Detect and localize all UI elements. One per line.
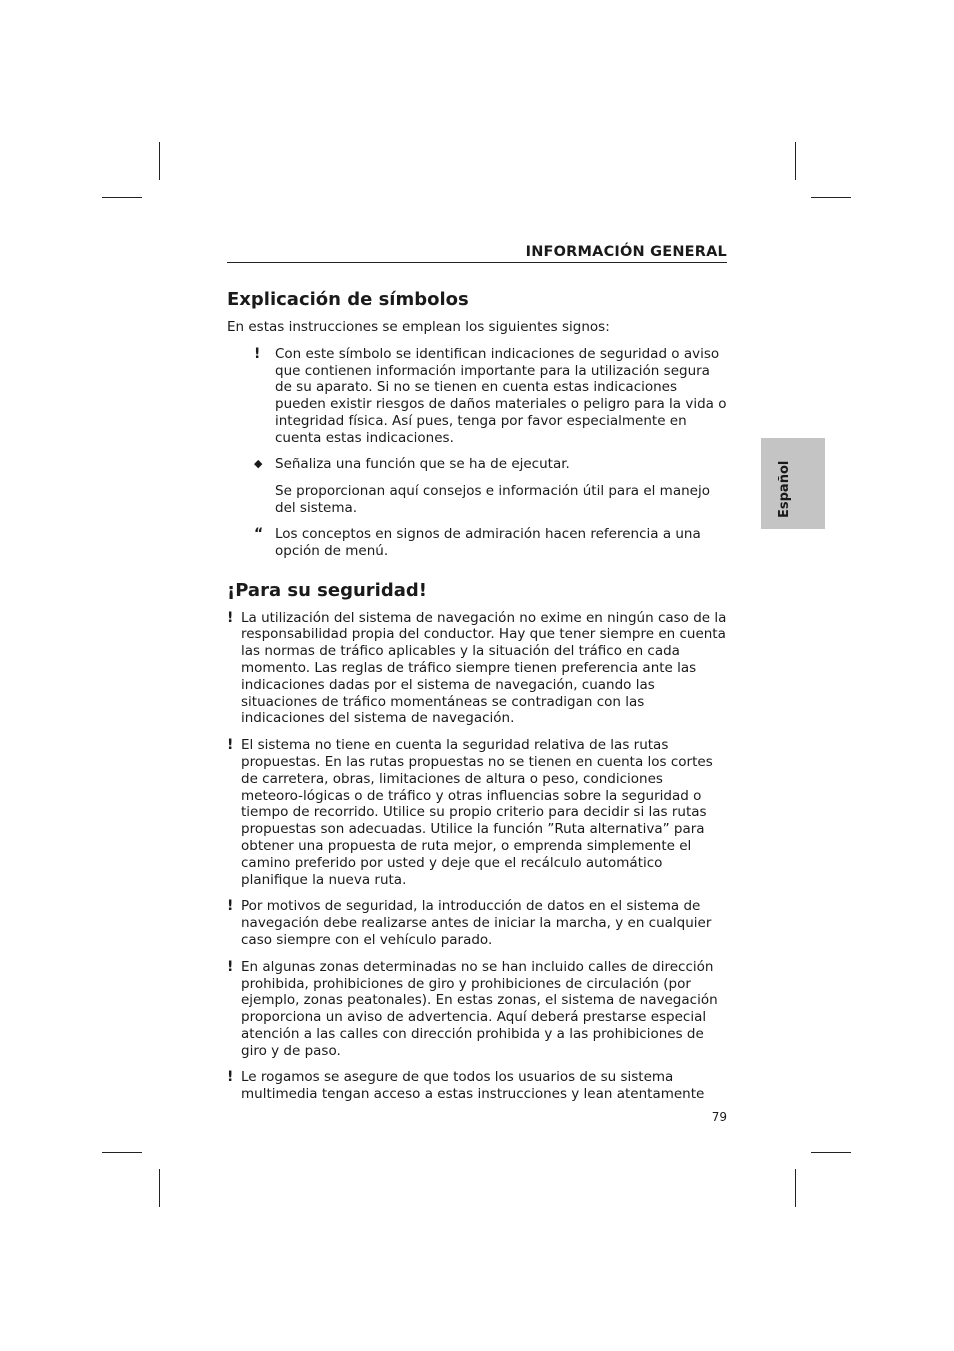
list-item xyxy=(227,346,727,447)
quote-icon: “ xyxy=(254,525,264,542)
symbols-heading: Explicación de símbolos xyxy=(227,289,469,310)
list-item xyxy=(227,483,727,517)
warning-icon: ! xyxy=(227,1069,234,1086)
crop-mark xyxy=(102,197,142,198)
crop-mark xyxy=(811,197,851,198)
list-item xyxy=(227,456,727,473)
item-text: Señaliza una función que se ha de ejecutar. xyxy=(275,455,570,472)
warning-icon: ! xyxy=(227,737,234,754)
list-item xyxy=(227,526,727,560)
main-content xyxy=(227,289,727,1103)
list-item xyxy=(227,898,727,948)
page-number: 79 xyxy=(711,1110,727,1124)
language-tab-label: Español xyxy=(777,460,792,518)
list-item xyxy=(227,737,727,888)
list-item xyxy=(227,610,727,728)
diamond-icon: ◆ xyxy=(254,456,263,470)
safety-list xyxy=(227,610,727,1104)
section-header: INFORMACIÓN GENERAL xyxy=(227,244,727,263)
safety-heading: ¡Para su seguridad! xyxy=(227,579,427,601)
item-text: Los conceptos en signos de admiración hacen referencia a una opción de menú. xyxy=(275,525,701,559)
item-text: En algunas zonas determinadas no se han incluido calles de dirección prohibida, prohibiciones de giro y prohibiciones de circulación (por ejemplo, zonas peatonales). En estas zonas, el sistema de navegación proporciona un aviso de advertencia. Aquí deberá prestarse especial atención a las calles con dirección prohibida y a las prohibiciones de giro y de paso. xyxy=(241,958,718,1059)
warning-icon: ! xyxy=(254,345,261,362)
item-text: Le rogamos se asegure de que todos los usuarios de su sistema multimedia tengan acceso a estas instrucciones y lean atentamente xyxy=(241,1069,705,1103)
item-text: La utilización del sistema de navegación no exime en ningún caso de la responsabilidad propia del conductor. Hay que tener siempre en cuenta las normas de tráfico aplicables y la situación del tráfico en cada momento. Las reglas de tráfico siempre tienen preferencia ante las indicaciones dadas por el sistema de navegación, cuando las situaciones de tráfico momentáneas se contradigan con las indicaciones del sistema de navegación. xyxy=(241,609,727,727)
warning-icon: ! xyxy=(227,958,234,975)
item-text: Se proporcionan aquí consejos e información útil para el manejo del sistema. xyxy=(275,483,710,517)
crop-mark xyxy=(159,1169,160,1207)
list-item xyxy=(227,1069,727,1103)
crop-mark xyxy=(811,1152,851,1153)
crop-mark xyxy=(159,142,160,180)
item-text: Por motivos de seguridad, la introducción de datos en el sistema de navegación debe realizarse antes de iniciar la marcha, y en cualquier caso siempre con el vehículo parado. xyxy=(241,898,712,948)
crop-mark xyxy=(795,1169,796,1207)
warning-icon: ! xyxy=(227,609,234,626)
language-tab xyxy=(761,438,825,529)
warning-icon: ! xyxy=(227,898,234,915)
crop-mark xyxy=(795,142,796,180)
crop-mark xyxy=(102,1152,142,1153)
symbols-list xyxy=(227,346,727,560)
list-item xyxy=(227,959,727,1060)
item-text: El sistema no tiene en cuenta la seguridad relativa de las rutas propuestas. En las rutas propuestas no se tienen en cuenta los cortes de carretera, obras, limitaciones de altura o peso, condiciones meteoro-lógicas o de tráfico y otras influencias sobre la seguridad o tiempo de recorrido. Utilice su propio criterio para decidir si las rutas propuestas son adecuadas. Utilice la función ”Ruta alternativa” para obtener una propuesta de ruta mejor, o emprenda simplemente el camino preferido por usted y deje que el recálculo automático planifique la nueva ruta. xyxy=(241,737,713,888)
item-text: Con este símbolo se identifican indicaciones de seguridad o aviso que contienen información importante para la utilización segura de su aparato. Si no se tienen en cuenta estas indicaciones pueden existir riesgos de daños materiales o peligro para la vida o integridad física. Así pues, tenga por favor especialmente en cuenta estas indicaciones. xyxy=(275,345,727,446)
symbols-intro: En estas instrucciones se emplean los siguientes signos: xyxy=(227,319,610,335)
